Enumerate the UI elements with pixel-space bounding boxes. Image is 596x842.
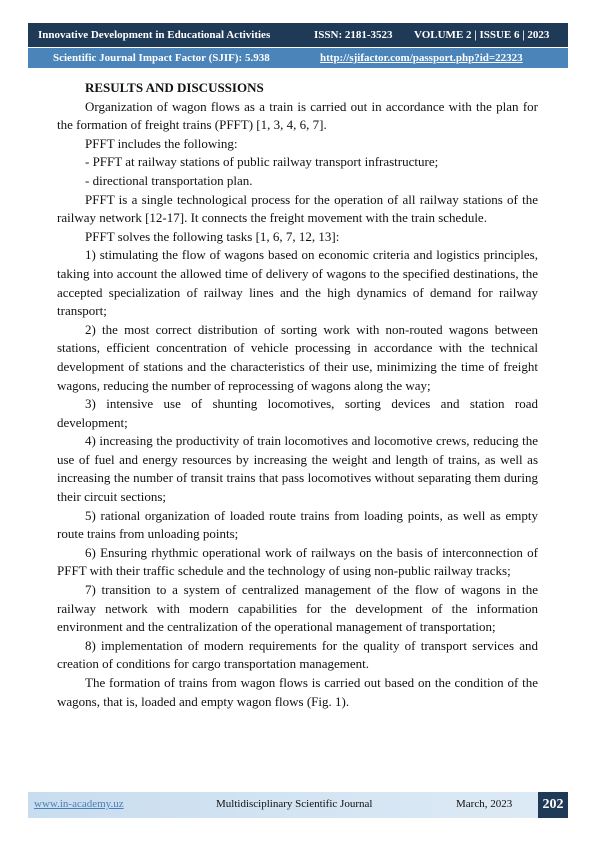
list-item: 8) implementation of modern requirements for the quality of transport services and creation of conditions for cargo transportation management. [57,637,538,672]
page-number: 202 [538,792,568,818]
issn: ISSN: 2181-3523 [314,29,393,41]
paragraph: PFFT includes the following: [85,135,238,151]
list-item: - directional transportation plan. [85,172,253,188]
list-item: 7) transition to a system of centralized management of the flow of wagons in the railway network with modern capabilities for the development of the information environment and the centralization of the operational management of transportation; [57,582,538,635]
impact-factor-link[interactable]: http://sjifactor.com/passport.php?id=22323 [320,52,523,64]
list-item: 4) increasing the productivity of train locomotives and locomotive crews, reducing the use of fuel and energy resources by increasing the weight and length of trains, as well as increasing the number of transit trains that pass locomotives without separating them during their circuit sections; [57,433,538,505]
list-item: 5) rational organization of loaded route trains from loading points, as well as empty route trains from unloading points; [57,507,538,542]
paragraph: PFFT is a single technological process for the operation of all railway stations of the railway network [12-17]. It connects the freight movement with the train schedule. [57,191,538,226]
journal-title: Innovative Development in Educational Activities [38,29,271,41]
list-item: 2) the most correct distribution of sorting work with non-routed wagons between stations, efficient concentration of vehicle processing in accordance with the technical development of stations and the characteristics of their use, minimizing the time of freight wagons, reducing the number of reprocessing of wagons along the way; [57,321,538,393]
section-heading: RESULTS AND DISCUSSIONS [85,80,264,95]
footer-date: March, 2023 [456,798,513,810]
paragraph: The formation of trains from wagon flows is carried out based on the condition of the wagons, that is, loaded and empty wagon flows (Fig. 1). [57,675,538,709]
footer-website-link[interactable]: www.in-academy.uz [34,798,124,810]
article-body [57,79,538,711]
paragraph: Organization of wagon flows as a train is carried out in accordance with the plan for the formation of freight trains (PFFT) [1, 3, 4, 6, 7]. [57,98,538,133]
list-item: 6) Ensuring rhythmic operational work of railways on the basis of interconnection of PFFT with their traffic schedule and the technology of using non-public railway tracks; [57,544,538,579]
list-item: - PFFT at railway stations of public railway transport infrastructure; [85,154,439,170]
paragraph: PFFT solves the following tasks [1, 6, 7, 12, 13]: [85,228,340,244]
header-sub-bar [28,48,568,68]
volume-issue: VOLUME 2 | ISSUE 6 | 2023 [414,29,550,41]
footer-journal-name: Multidisciplinary Scientific Journal [216,798,373,810]
list-item: 1) stimulating the flow of wagons based on economic criteria and logistics principles, taking into account the allowed time of delivery of wagons to the specified destinations, the accepted specialization of railway lines and the high dynamics of demand for railway transport; [57,247,538,319]
impact-factor: Scientific Journal Impact Factor (SJIF): 5.938 [53,52,270,64]
list-item: 3) intensive use of shunting locomotives, sorting devices and station road development; [57,396,538,430]
page-footer [28,792,568,818]
header-title-bar [28,23,568,47]
